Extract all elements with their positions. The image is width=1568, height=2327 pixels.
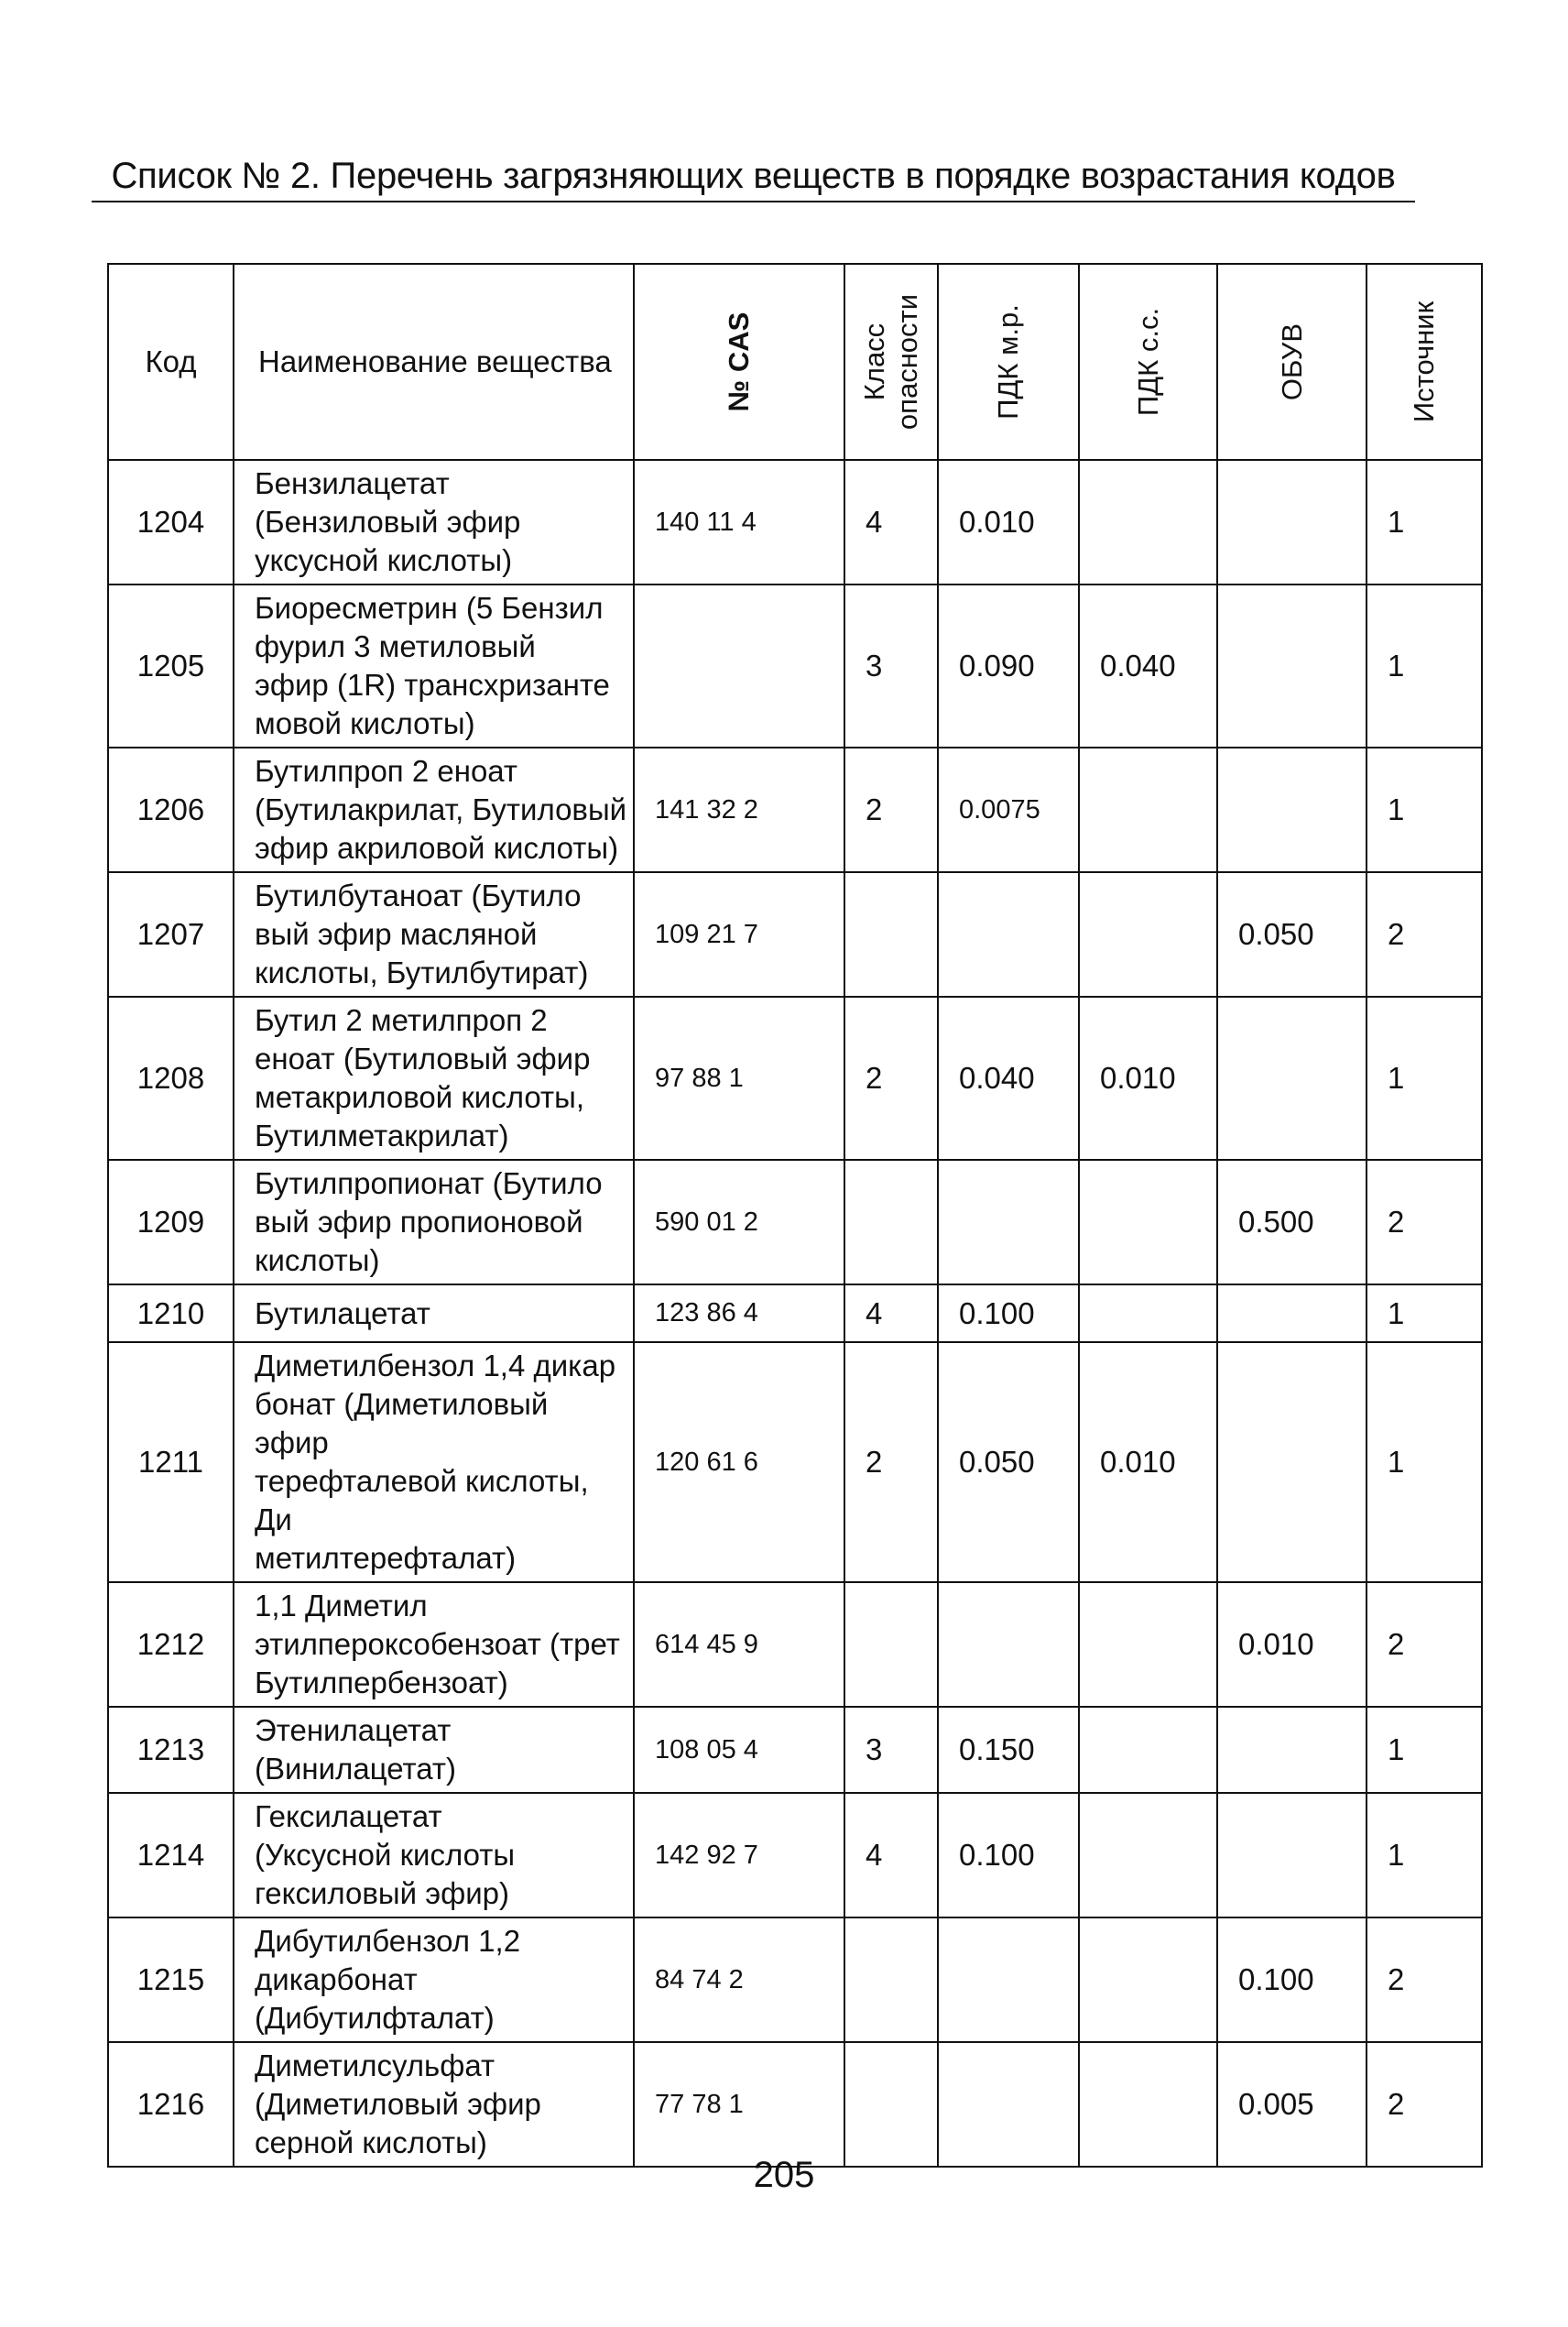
cell-pdk-mr: 0.100 [938,1284,1079,1342]
page-title: Список № 2. Перечень загрязняющих веществ в порядке возрастания кодов [111,156,1396,196]
cell-pdk-ss [1079,1284,1217,1342]
cell-obuv: 0.500 [1217,1160,1367,1284]
cell-name-line: терефталевой кислоты, Ди [255,1464,589,1536]
cell-name-line: серной кислоты) [255,2125,487,2159]
cell-source: 2 [1367,2042,1482,2167]
cell-hazard [844,1582,938,1707]
cell-pdk-ss [1079,2042,1217,2167]
cell-cas: 77 78 1 [634,2042,844,2167]
cell-obuv [1217,1284,1367,1342]
cell-hazard: 4 [844,460,938,584]
table-row [108,1793,1482,1917]
cell-obuv: 0.050 [1217,872,1367,997]
table-row [108,460,1482,584]
cell-code: 1204 [108,460,234,584]
cell-cas: 84 74 2 [634,1917,844,2042]
cell-name-line: Гексилацетат [255,1799,442,1833]
column-header-hazard [844,264,938,460]
column-header-name: Наименование вещества [234,264,634,460]
cell-name-line: уксусной кислоты) [255,543,513,577]
cell-name-line: Бутил 2 метилпроп 2 [255,1003,548,1037]
cell-name-line: гексиловый эфир) [255,1876,510,1910]
cell-source: 2 [1367,1160,1482,1284]
cell-obuv: 0.010 [1217,1582,1367,1707]
column-header-cas-label: № CAS [723,311,755,412]
cell-hazard: 4 [844,1284,938,1342]
cell-hazard [844,1160,938,1284]
cell-obuv [1217,584,1367,748]
cell-hazard [844,872,938,997]
column-header-cas [634,264,844,460]
cell-name-line: (Бензиловый эфир [255,505,521,539]
table-row [108,748,1482,872]
cell-name-line: фурил 3 метиловый [255,629,536,663]
cell-name-line: бонат (Диметиловый эфир [255,1387,549,1459]
cell-name-line: этилпероксобензоат (трет [255,1627,620,1661]
cell-code: 1214 [108,1793,234,1917]
cell-name-line: (Дибутилфталат) [255,2001,495,2035]
cell-pdk-mr: 0.090 [938,584,1079,748]
cell-name [234,1917,634,2042]
page-number: 205 [753,2155,815,2195]
table-row [108,1160,1482,1284]
cell-source: 1 [1367,997,1482,1160]
column-header-pdk-ss [1079,264,1217,460]
table-row [108,1284,1482,1342]
cell-pdk-mr: 0.0075 [938,748,1079,872]
cell-name-line: Биоресметрин (5 Бензил [255,591,604,625]
cell-pdk-mr: 0.040 [938,997,1079,1160]
substances-table [107,263,1483,2168]
cell-obuv [1217,1707,1367,1793]
cell-obuv [1217,1342,1367,1582]
cell-cas: 140 11 4 [634,460,844,584]
cell-name-line: вый эфир пропионовой [255,1205,583,1239]
cell-pdk-ss: 0.010 [1079,997,1217,1160]
cell-code: 1205 [108,584,234,748]
cell-name [234,748,634,872]
cell-hazard [844,2042,938,2167]
cell-pdk-ss [1079,872,1217,997]
cell-pdk-ss [1079,1793,1217,1917]
cell-source: 1 [1367,1793,1482,1917]
table-row [108,1917,1482,2042]
cell-source: 2 [1367,1917,1482,2042]
cell-cas: 590 01 2 [634,1160,844,1284]
header-divider [92,201,1415,202]
cell-pdk-ss [1079,1707,1217,1793]
cell-source: 1 [1367,1284,1482,1342]
column-header-code: Код [108,264,234,460]
cell-pdk-mr [938,872,1079,997]
cell-pdk-mr [938,1917,1079,2042]
cell-name [234,1284,634,1342]
cell-name-line: (Винилацетат) [255,1752,456,1786]
table-row [108,1342,1482,1582]
cell-name-line: Бутилбутаноат (Бутило [255,879,582,912]
cell-source: 2 [1367,872,1482,997]
cell-pdk-ss [1079,460,1217,584]
cell-name [234,2042,634,2167]
column-header-obuv-label: ОБУВ [1275,322,1308,401]
cell-code: 1211 [108,1342,234,1582]
cell-pdk-ss [1079,748,1217,872]
cell-pdk-mr: 0.050 [938,1342,1079,1582]
cell-name-line: (Бутилакрилат, Бутиловый [255,792,627,826]
hazard-label-line2: опасности [891,293,923,431]
cell-cas: 108 05 4 [634,1707,844,1793]
cell-pdk-ss [1079,1917,1217,2042]
column-header-source-label: Источник [1408,300,1440,423]
cell-obuv [1217,460,1367,584]
cell-pdk-mr [938,1582,1079,1707]
cell-name-line: кислоты) [255,1243,380,1277]
cell-name [234,1793,634,1917]
cell-hazard: 3 [844,1707,938,1793]
cell-obuv [1217,997,1367,1160]
cell-cas: 123 86 4 [634,1284,844,1342]
cell-obuv [1217,1793,1367,1917]
cell-name-line: Дибутилбензол 1,2 [255,1924,521,1958]
cell-pdk-ss: 0.010 [1079,1342,1217,1582]
cell-name-line: эфир (1R) трансхризанте [255,668,610,702]
cell-name-line: (Диметиловый эфир [255,2087,541,2121]
cell-hazard: 4 [844,1793,938,1917]
cell-name [234,584,634,748]
cell-name-line: Бутилпербензоат) [255,1666,508,1699]
cell-hazard: 2 [844,748,938,872]
cell-hazard: 2 [844,1342,938,1582]
cell-code: 1213 [108,1707,234,1793]
cell-name-line: эфир акриловой кислоты) [255,831,619,865]
cell-hazard [844,1917,938,2042]
cell-name [234,1582,634,1707]
cell-code: 1207 [108,872,234,997]
cell-source: 1 [1367,748,1482,872]
cell-name-line: 1,1 Диметил [255,1589,428,1622]
cell-name-line: вый эфир масляной [255,917,538,951]
cell-source: 1 [1367,460,1482,584]
cell-pdk-ss [1079,1582,1217,1707]
cell-obuv: 0.005 [1217,2042,1367,2167]
cell-name-line: кислоты, Бутилбутират) [255,956,589,989]
column-header-hazard-label [858,294,924,430]
table-body [108,460,1482,2167]
cell-name-line: (Уксусной кислоты [255,1838,516,1872]
cell-source: 1 [1367,1342,1482,1582]
cell-cas: 120 61 6 [634,1342,844,1582]
column-header-pdk-mr-label: ПДК м.р. [992,304,1024,420]
cell-name [234,1707,634,1793]
cell-name-line: Бутилметакрилат) [255,1119,509,1153]
cell-code: 1208 [108,997,234,1160]
cell-pdk-mr: 0.150 [938,1707,1079,1793]
cell-obuv [1217,748,1367,872]
cell-pdk-mr [938,1160,1079,1284]
column-header-source [1367,264,1482,460]
table-row [108,1707,1482,1793]
cell-source: 1 [1367,1707,1482,1793]
column-header-pdk-mr [938,264,1079,460]
cell-cas: 97 88 1 [634,997,844,1160]
cell-name-line: дикарбонат [255,1962,418,1996]
column-header-obuv [1217,264,1367,460]
cell-cas [634,584,844,748]
cell-obuv: 0.100 [1217,1917,1367,2042]
hazard-label-line1: Класс [858,322,890,401]
cell-pdk-mr [938,2042,1079,2167]
table-row [108,1582,1482,1707]
cell-name-line: еноат (Бутиловый эфир [255,1042,591,1076]
cell-pdk-mr: 0.010 [938,460,1079,584]
cell-cas: 614 45 9 [634,1582,844,1707]
cell-name-line: метакриловой кислоты, [255,1080,584,1114]
cell-code: 1210 [108,1284,234,1342]
cell-name [234,872,634,997]
cell-name-line: метилтерефталат) [255,1541,517,1575]
cell-code: 1209 [108,1160,234,1284]
cell-name [234,460,634,584]
cell-name-line: Этенилацетат [255,1713,452,1747]
cell-code: 1215 [108,1917,234,2042]
cell-name-line: Бензилацетат [255,466,450,500]
cell-name-line: Диметилсульфат [255,2048,495,2082]
cell-name-line: Бутилпроп 2 еноат [255,754,518,788]
cell-pdk-ss: 0.040 [1079,584,1217,748]
cell-cas: 142 92 7 [634,1793,844,1917]
cell-cas: 141 32 2 [634,748,844,872]
cell-name-line: Бутилацетат [255,1295,430,1330]
column-header-pdk-ss-label: ПДК с.с. [1131,307,1164,417]
cell-pdk-mr: 0.100 [938,1793,1079,1917]
cell-name [234,1160,634,1284]
cell-pdk-ss [1079,1160,1217,1284]
cell-cas: 109 21 7 [634,872,844,997]
table-row [108,2042,1482,2167]
cell-code: 1206 [108,748,234,872]
cell-name-line: Диметилбензол 1,4 дикар [255,1349,616,1382]
cell-hazard: 3 [844,584,938,748]
cell-source: 2 [1367,1582,1482,1707]
cell-name [234,1342,634,1582]
table-row [108,997,1482,1160]
cell-code: 1212 [108,1582,234,1707]
cell-code: 1216 [108,2042,234,2167]
table-header-row [108,264,1482,460]
table-row [108,584,1482,748]
table-row [108,872,1482,997]
cell-name [234,997,634,1160]
cell-name-line: мовой кислоты) [255,706,475,740]
cell-name-line: Бутилпропионат (Бутило [255,1166,603,1200]
cell-hazard: 2 [844,997,938,1160]
cell-source: 1 [1367,584,1482,748]
